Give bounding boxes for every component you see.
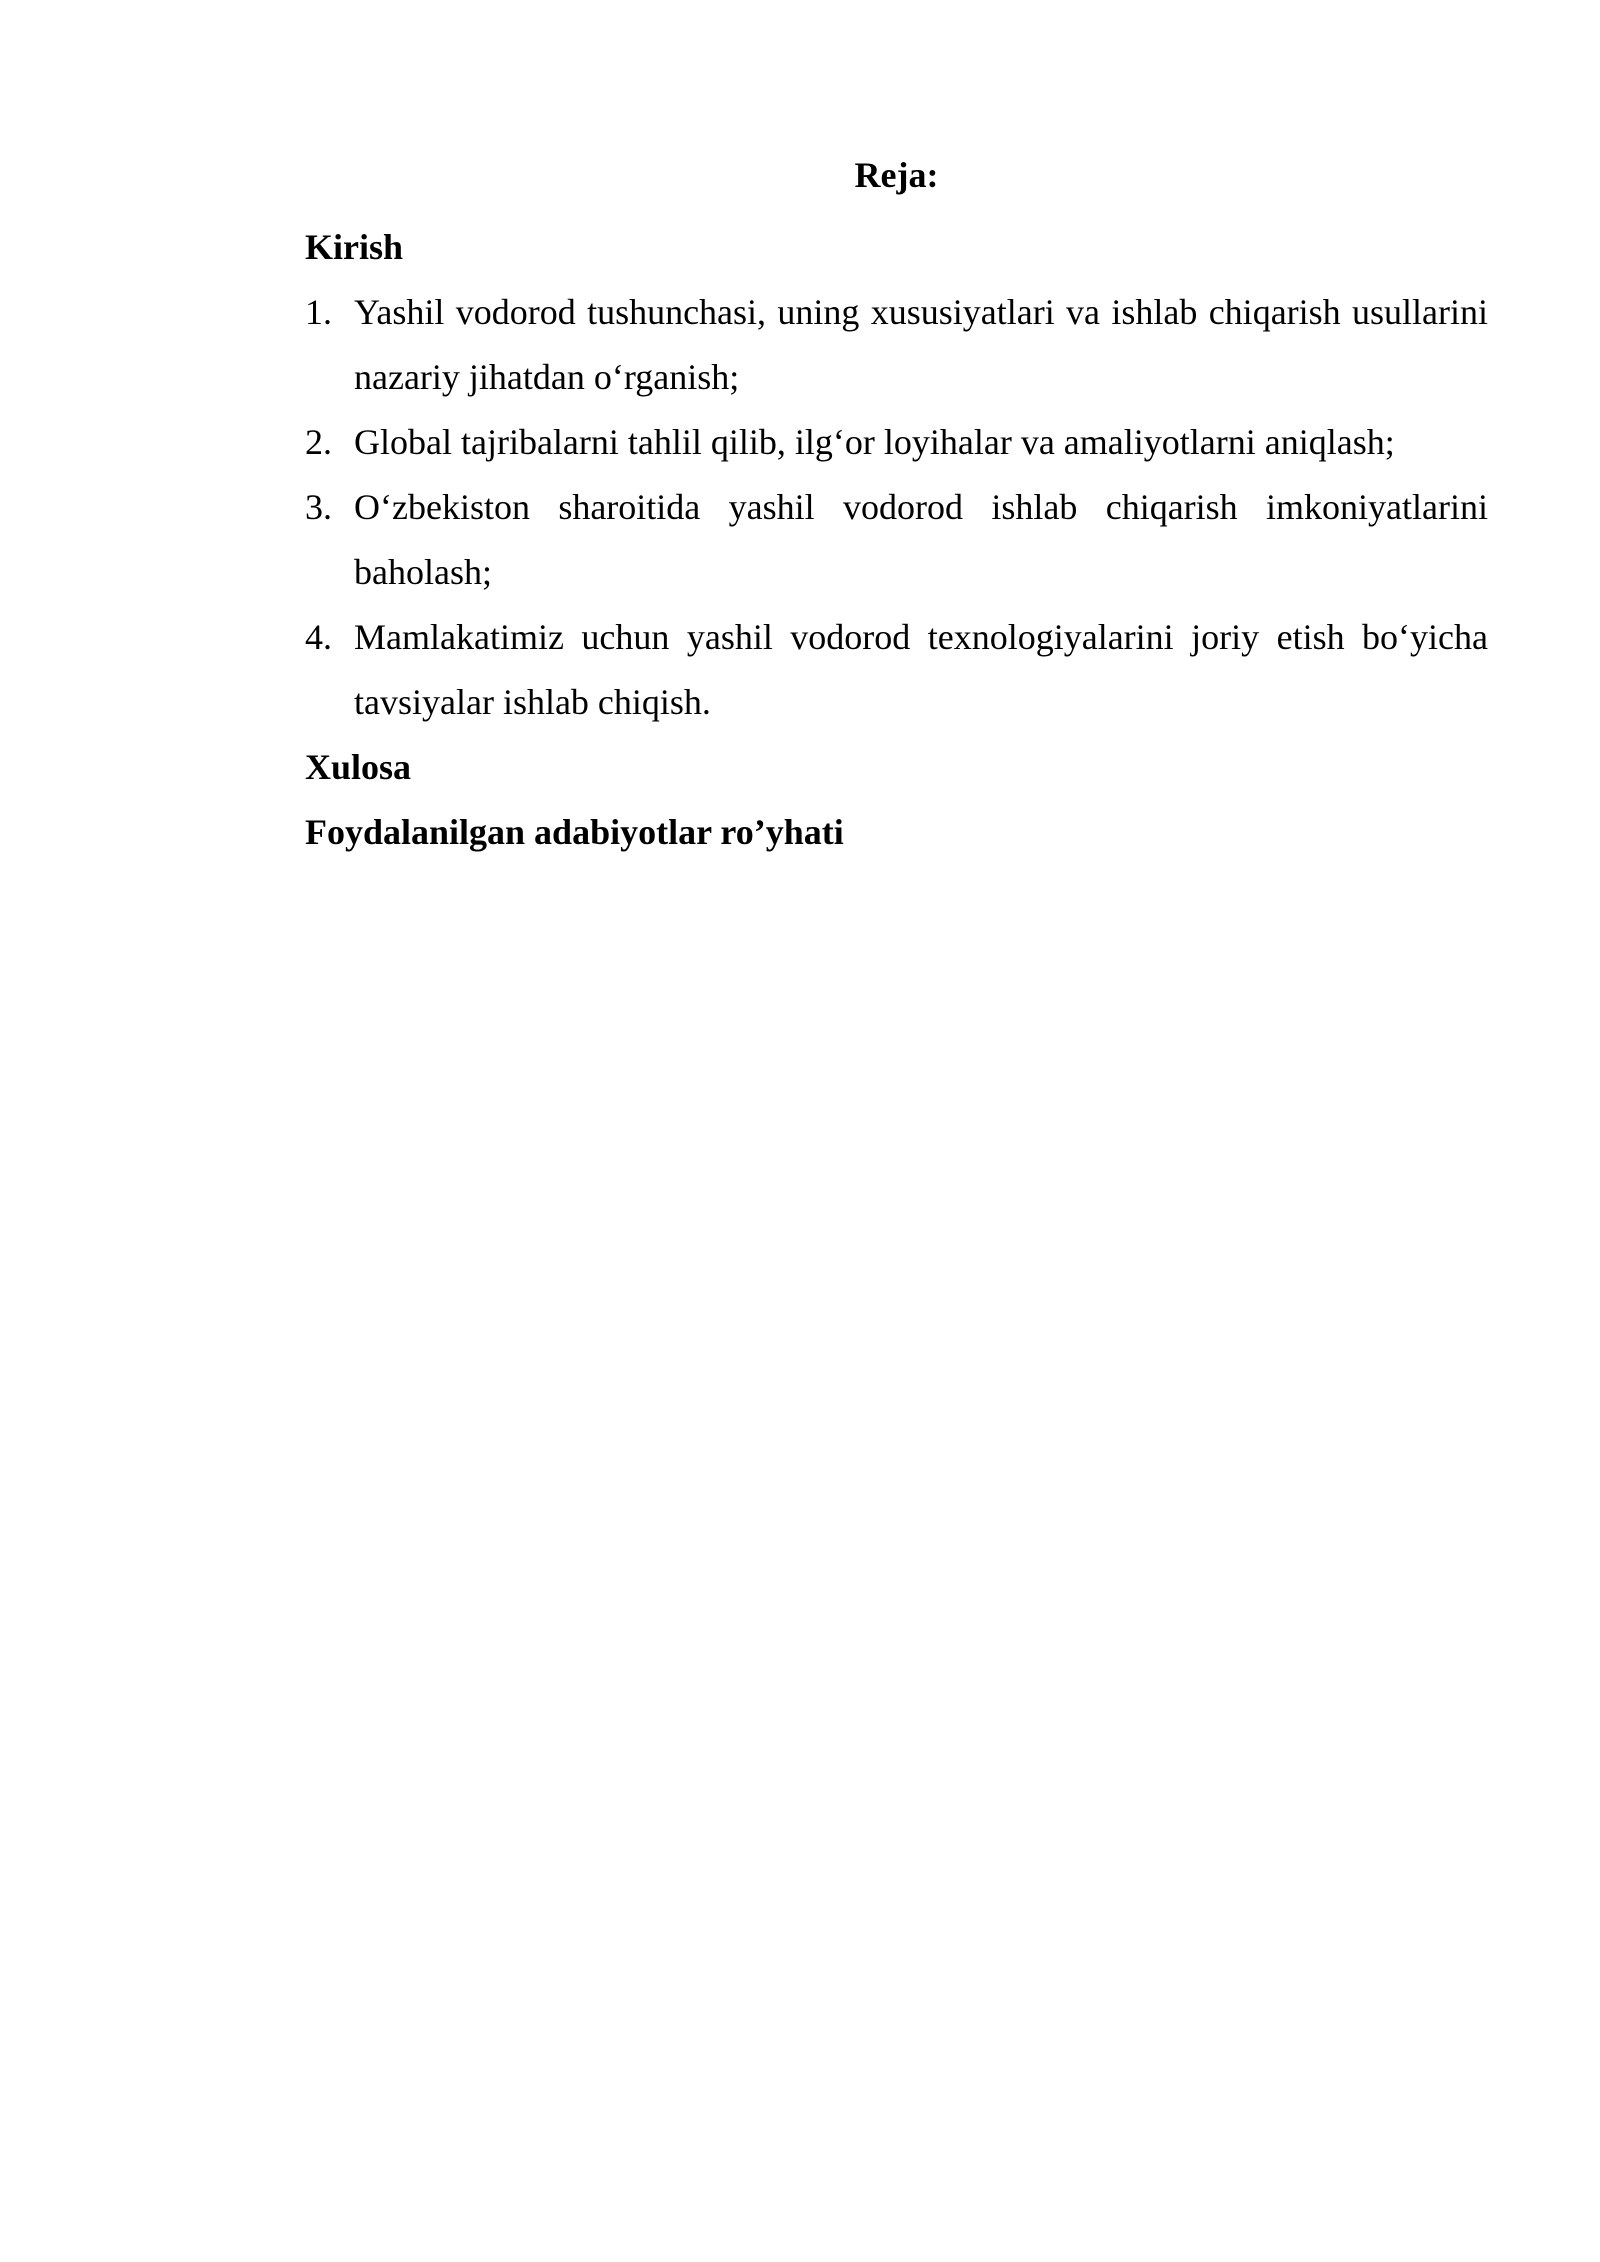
plan-item-text: Yashil vodorod tushunchasi, uning xususiyatlari va ishlab chiqarish usullarini nazariy jihatdan o‘rganish; bbox=[354, 292, 1488, 397]
plan-item-2 bbox=[305, 410, 1488, 475]
conclusion-heading: Xulosa bbox=[305, 747, 412, 787]
plan-list bbox=[305, 280, 1488, 735]
plan-item-number: 2. bbox=[305, 422, 332, 462]
plan-item-text: Global tajribalarni tahlil qilib, ilg‘or loyihalar va amaliyotlarni aniqlash; bbox=[354, 422, 1395, 462]
references-heading: Foydalanilgan adabiyotlar ro’yhati bbox=[305, 812, 844, 852]
plan-item-1 bbox=[305, 280, 1488, 410]
plan-item-text: Mamlakatimiz uchun yashil vodorod texnologiyalarini joriy etish bo‘yicha tavsiyalar ishlab chiqish. bbox=[354, 617, 1488, 722]
plan-item-3 bbox=[305, 475, 1488, 605]
plan-item-number: 3. bbox=[305, 487, 332, 527]
plan-item-4 bbox=[305, 605, 1488, 735]
plan-item-number: 4. bbox=[305, 617, 332, 657]
document-page bbox=[305, 150, 1488, 865]
document-title: Reja: bbox=[854, 155, 939, 195]
plan-item-text: O‘zbekiston sharoitida yashil vodorod ishlab chiqarish imkoniyatlarini baholash; bbox=[354, 487, 1488, 592]
intro-heading: Kirish bbox=[305, 227, 404, 267]
plan-item-number: 1. bbox=[305, 292, 332, 332]
